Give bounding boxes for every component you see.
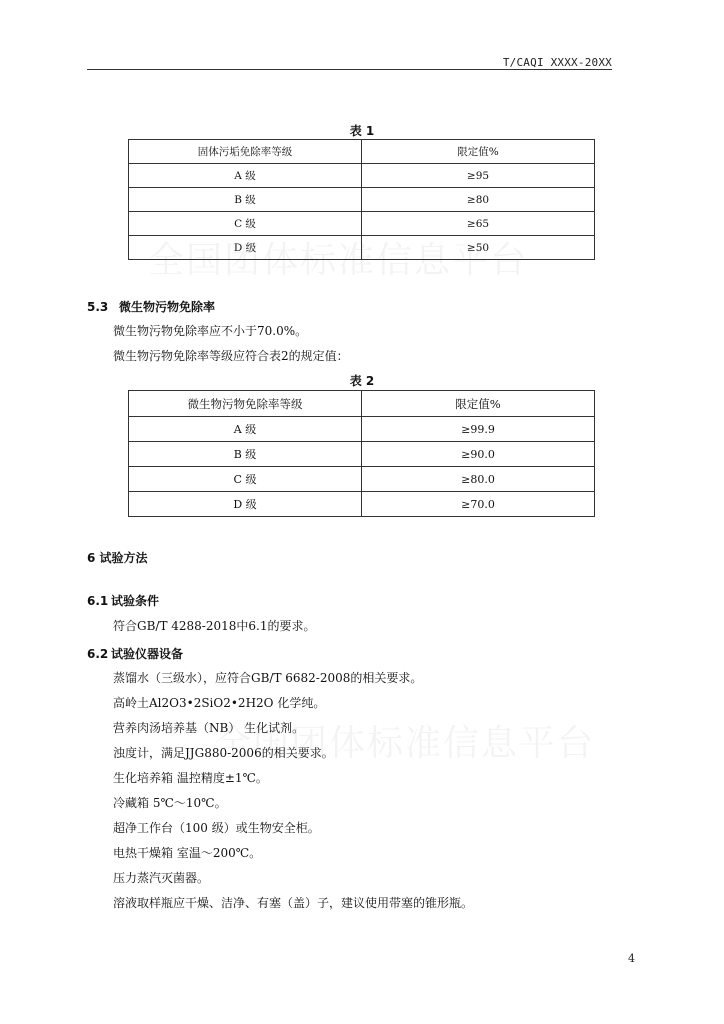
document-code: T/CAQI XXXX-20XX	[502, 56, 612, 69]
column-header: 限定值%	[362, 391, 595, 417]
equipment-item: 浊度计，满足JJG880-2006的相关要求。	[113, 746, 334, 760]
limit-cell: ≥50	[362, 236, 595, 260]
grade-cell: B 级	[129, 442, 362, 467]
section-6-1-heading	[87, 592, 159, 609]
table-row	[129, 164, 595, 188]
table-header-row	[129, 140, 595, 164]
limit-cell: ≥70.0	[362, 492, 595, 517]
column-header: 限定值%	[362, 140, 595, 164]
section-number: 6.2	[87, 647, 109, 661]
limit-cell: ≥80	[362, 188, 595, 212]
paragraph: 符合GB/T 4288-2018中6.1的要求。	[113, 619, 316, 633]
section-title: 试验仪器设备	[111, 647, 184, 661]
column-header: 固体污垢免除率等级	[129, 140, 362, 164]
table-row	[129, 442, 595, 467]
table-row	[129, 236, 595, 260]
table-row	[129, 212, 595, 236]
page-number: 4	[628, 952, 635, 965]
grade-cell: D 级	[129, 492, 362, 517]
equipment-item: 生化培养箱 温控精度±1℃。	[113, 771, 268, 785]
equipment-item: 溶液取样瓶应干燥、洁净、有塞（盖）子，建议使用带塞的锥形瓶。	[113, 896, 474, 910]
section-5-3-heading	[87, 298, 215, 315]
table-2-caption: 表 2	[349, 374, 375, 388]
header-divider	[87, 69, 612, 70]
equipment-item: 电热干燥箱 室温～200℃。	[113, 846, 262, 860]
section-number: 6.1	[87, 594, 109, 608]
section-title: 试验条件	[111, 594, 160, 608]
equipment-item: 蒸馏水（三级水），应符合GB/T 6682-2008的相关要求。	[113, 671, 423, 685]
limit-cell: ≥90.0	[362, 442, 595, 467]
grade-cell: C 级	[129, 467, 362, 492]
table-1-caption: 表 1	[349, 124, 375, 138]
grade-cell: C 级	[129, 212, 362, 236]
table-row	[129, 492, 595, 517]
equipment-item: 冷藏箱 5℃～10℃。	[113, 796, 227, 810]
paragraph: 微生物污物免除率应不小于70.0%。	[113, 324, 308, 338]
equipment-item: 超净工作台（100 级）或生物安全柜。	[113, 821, 320, 835]
column-header: 微生物污物免除率等级	[129, 391, 362, 417]
section-title: 微生物污物免除率	[119, 300, 216, 314]
grade-cell: A 级	[129, 417, 362, 442]
table-2	[128, 390, 595, 517]
grade-cell: D 级	[129, 236, 362, 260]
table-row	[129, 467, 595, 492]
limit-cell: ≥99.9	[362, 417, 595, 442]
grade-cell: B 级	[129, 188, 362, 212]
table-row	[129, 188, 595, 212]
section-6-heading: 6 试验方法	[87, 551, 148, 565]
grade-cell: A 级	[129, 164, 362, 188]
section-6-2-heading	[87, 645, 183, 662]
limit-cell: ≥80.0	[362, 467, 595, 492]
table-1	[128, 139, 595, 260]
limit-cell: ≥95	[362, 164, 595, 188]
table-header-row	[129, 391, 595, 417]
equipment-item: 压力蒸汽灭菌器。	[113, 871, 210, 885]
equipment-item: 高岭土Al2O3•2SiO2•2H2O 化学纯。	[113, 696, 326, 710]
section-number: 5.3	[87, 300, 109, 314]
paragraph: 微生物污物免除率等级应符合表2的规定值：	[113, 349, 349, 363]
limit-cell: ≥65	[362, 212, 595, 236]
equipment-item: 营养肉汤培养基（NB） 生化试剂。	[113, 721, 305, 735]
table-row	[129, 417, 595, 442]
